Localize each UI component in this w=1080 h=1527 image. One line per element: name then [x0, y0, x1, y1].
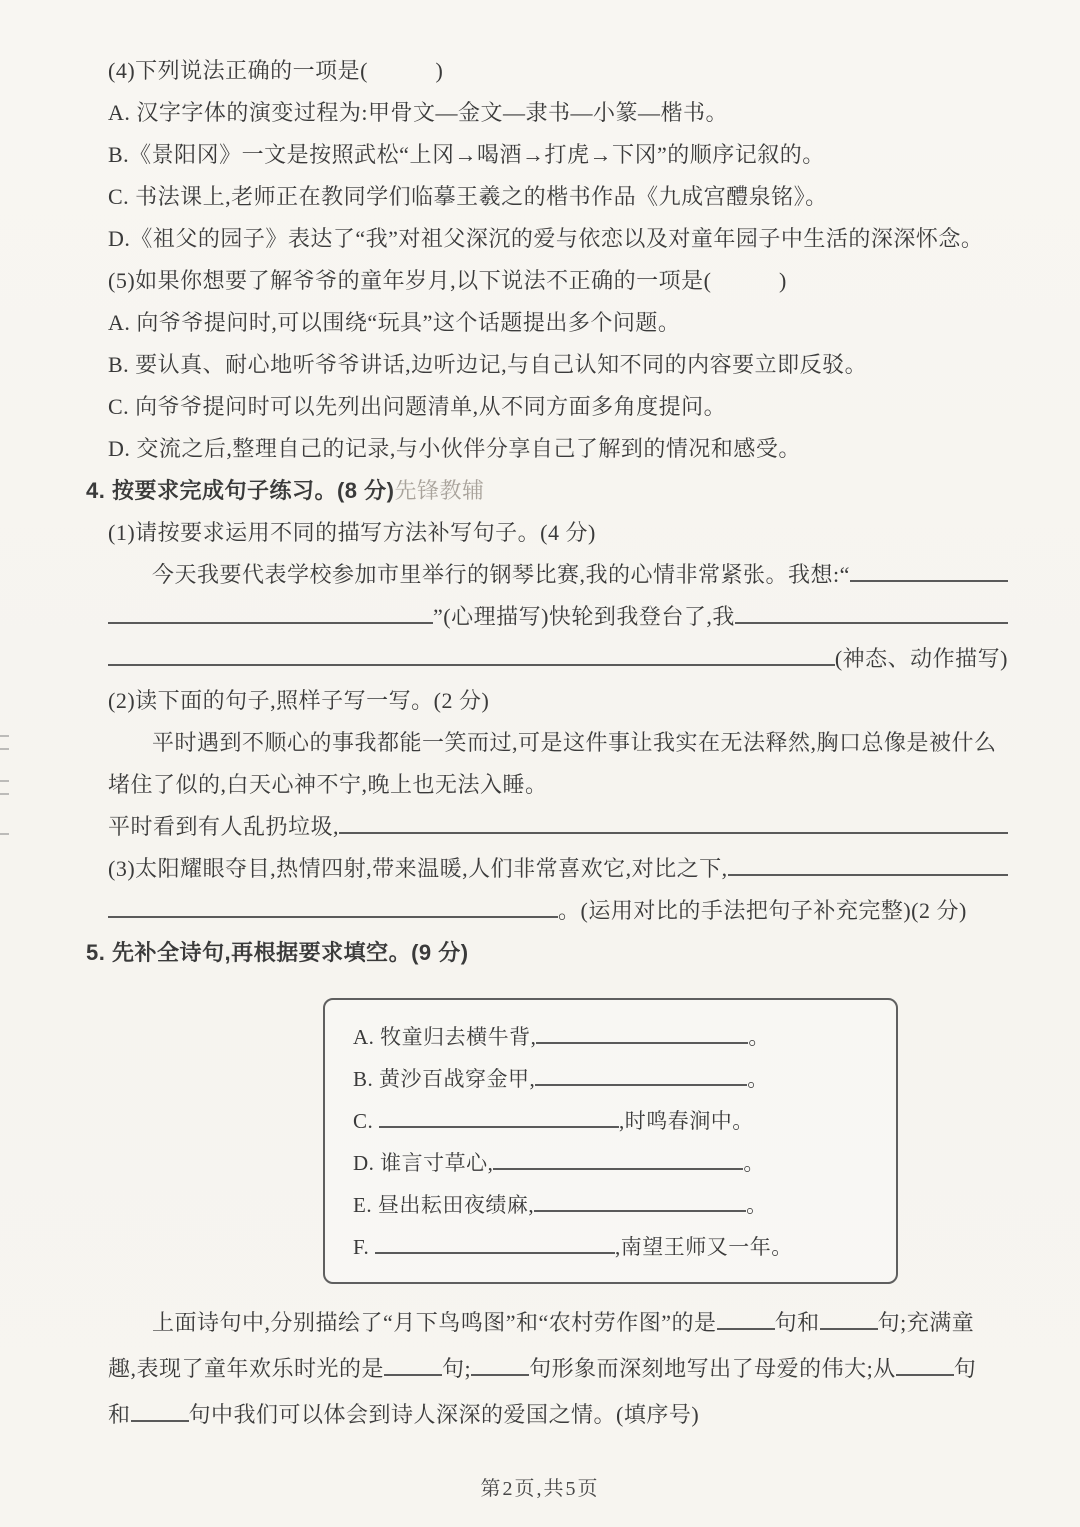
text-segment: A. 牧童归去横牛背, [353, 1025, 537, 1049]
answer-blank [896, 1371, 954, 1376]
q3-sub4-stem [108, 50, 1008, 92]
text-segment: 和 [108, 1402, 131, 1427]
text-segment: A. 汉字字体的演变过程为:甲骨文—金文—隶书—小篆—楷书。 [108, 100, 729, 125]
page-footer: 第2页,共5页 [480, 1478, 600, 1500]
answer-blank [339, 829, 1008, 834]
poem-line-c [353, 1100, 868, 1142]
text-segment: C. 向爷爷提问时可以先列出问题清单,从不同方面多角度提问。 [108, 394, 727, 419]
answer-blank [131, 1417, 189, 1422]
answer-blank [820, 1325, 878, 1330]
text-segment: 4. 按要求完成句子练习。(8 分) [86, 478, 395, 503]
answer-blank [108, 913, 558, 918]
brand-watermark-text: 先锋教辅 [394, 478, 485, 503]
q4-sub2-answer-line [108, 806, 1008, 848]
q4-sub1-line1 [108, 554, 1008, 596]
text-segment: 今天我要代表学校参加市里举行的钢琴比赛,我的心情非常紧张。我想:“ [152, 562, 850, 587]
text-segment: (3)太阳耀眼夺目,热情四射,带来温暖,人们非常喜欢它,对比之下, [108, 856, 728, 881]
text-segment: 堵住了似的,白天心神不宁,晚上也无法入睡。 [108, 772, 548, 797]
text-segment: B. 黄沙百战穿金甲, [353, 1067, 536, 1091]
poem-completion-box [323, 998, 898, 1284]
text-segment: 。 [748, 1025, 770, 1049]
text-segment: E. 昼出耘田夜绩麻, [353, 1193, 535, 1217]
text-segment: 。 [743, 1151, 765, 1175]
q5-fill-line3 [108, 1392, 1008, 1438]
q3-sub4-option-c [108, 176, 1008, 218]
text-segment: ,时鸣春涧中。 [619, 1109, 754, 1133]
q5-fill-line1 [108, 1300, 1008, 1346]
answer-blank [108, 619, 433, 624]
q3-sub4-option-a [108, 92, 1008, 134]
answer-blank [850, 577, 1008, 582]
text-segment: 句;充满童 [877, 1310, 975, 1335]
q4-sub1-line3 [108, 638, 1008, 680]
poem-line-d [353, 1142, 868, 1184]
text-segment: 句和 [774, 1310, 820, 1335]
text-segment: (2)读下面的句子,照样子写一写。(2 分) [108, 688, 490, 713]
q5-heading [86, 932, 1008, 974]
scan-artifact-mark [0, 735, 9, 737]
scan-artifact-mark [0, 748, 9, 750]
answer-blank [471, 1371, 529, 1376]
answer-blank [375, 1249, 615, 1254]
poem-line-f [353, 1226, 868, 1268]
q4-sub2-example-line1 [108, 722, 1008, 764]
text-segment: (神态、动作描写) [834, 646, 1008, 671]
q3-sub5-option-d [108, 428, 1008, 470]
text-segment: A. 向爷爷提问时,可以围绕“玩具”这个话题提出多个问题。 [108, 310, 681, 335]
text-segment: B.《景阳冈》一文是按照武松“上冈→喝酒→打虎→下冈”的顺序记叙的。 [108, 142, 825, 167]
answer-blank [108, 661, 835, 666]
text-segment: D.《祖父的园子》表达了“我”对祖父深沉的爱与依恋以及对童年园子中生活的深深怀念。 [108, 226, 984, 251]
text-segment: 平时看到有人乱扔垃圾, [108, 814, 340, 839]
text-segment: 5. 先补全诗句,再根据要求填空。(9 分) [86, 940, 469, 965]
scan-artifact-mark [0, 793, 9, 795]
answer-blank [535, 1081, 747, 1086]
q3-sub5-option-c [108, 386, 1008, 428]
q3-sub4-option-d [108, 218, 1008, 260]
text-segment: B. 要认真、耐心地听爷爷讲话,边听边记,与自己认知不同的内容要立即反驳。 [108, 352, 868, 377]
answer-blank [717, 1325, 775, 1330]
text-segment: D. 谁言寸草心, [353, 1151, 494, 1175]
scan-artifact-mark [0, 833, 9, 835]
document-lines-top [86, 50, 1008, 974]
document-lines-bottom [108, 1300, 1008, 1438]
text-segment: 。(运用对比的手法把句子补充完整)(2 分) [558, 898, 967, 923]
text-segment: 。 [747, 1067, 769, 1091]
text-segment: ,南望王师又一年。 [615, 1235, 793, 1259]
q5-fill-line2 [108, 1346, 1008, 1392]
answer-blank [534, 1207, 746, 1212]
text-segment: 。 [746, 1193, 768, 1217]
q3-sub5-stem [108, 260, 1008, 302]
q4-sub1-stem [108, 512, 1008, 554]
poem-line-b [353, 1058, 868, 1100]
answer-blank [493, 1165, 743, 1170]
text-segment: 句 [953, 1356, 977, 1381]
answer-blank [735, 619, 1008, 624]
q4-heading [86, 470, 1008, 512]
answer-blank [536, 1039, 748, 1044]
answer-blank [379, 1123, 619, 1128]
q4-sub3-stem [108, 848, 1008, 890]
text-segment: C. [353, 1109, 380, 1133]
text-segment: 句中我们可以体会到诗人深深的爱国之情。(填序号) [188, 1402, 700, 1427]
text-segment: (5)如果你想要了解爷爷的童年岁月,以下说法不正确的一项是( ) [108, 268, 787, 293]
q3-sub4-option-b [108, 134, 1008, 176]
text-segment: 平时遇到不顺心的事我都能一笑而过,可是这件事让我实在无法释然,胸口总像是被什么 [152, 730, 997, 755]
text-segment: C. 书法课上,老师正在教同学们临摹王羲之的楷书作品《九成宫醴泉铭》。 [108, 184, 828, 209]
answer-blank [384, 1371, 442, 1376]
q4-sub2-example-line2 [108, 764, 1008, 806]
text-segment: (4)下列说法正确的一项是( ) [108, 58, 444, 83]
q3-sub5-option-a [108, 302, 1008, 344]
poem-line-a [353, 1016, 868, 1058]
text-segment: 句形象而深刻地写出了母爱的伟大;从 [529, 1356, 896, 1381]
scan-artifact-mark [0, 780, 9, 782]
q4-sub3-answer-line [108, 890, 1008, 932]
q3-sub5-option-b [108, 344, 1008, 386]
poem-line-e [353, 1184, 868, 1226]
text-segment: F. [353, 1235, 375, 1259]
text-segment: 上面诗句中,分别描绘了“月下鸟鸣图”和“农村劳作图”的是 [152, 1310, 717, 1335]
text-segment: ”(心理描写)快轮到我登台了,我 [433, 604, 735, 629]
text-segment: 句; [442, 1356, 472, 1381]
text-segment: D. 交流之后,整理自己的记录,与小伙伴分享自己了解到的情况和感受。 [108, 436, 801, 461]
q4-sub1-line2 [108, 596, 1008, 638]
text-segment: (1)请按要求运用不同的描写方法补写句子。(4 分) [108, 520, 596, 545]
q4-sub2-stem [108, 680, 1008, 722]
text-segment: 趣,表现了童年欢乐时光的是 [108, 1356, 385, 1381]
answer-blank [728, 871, 1008, 876]
